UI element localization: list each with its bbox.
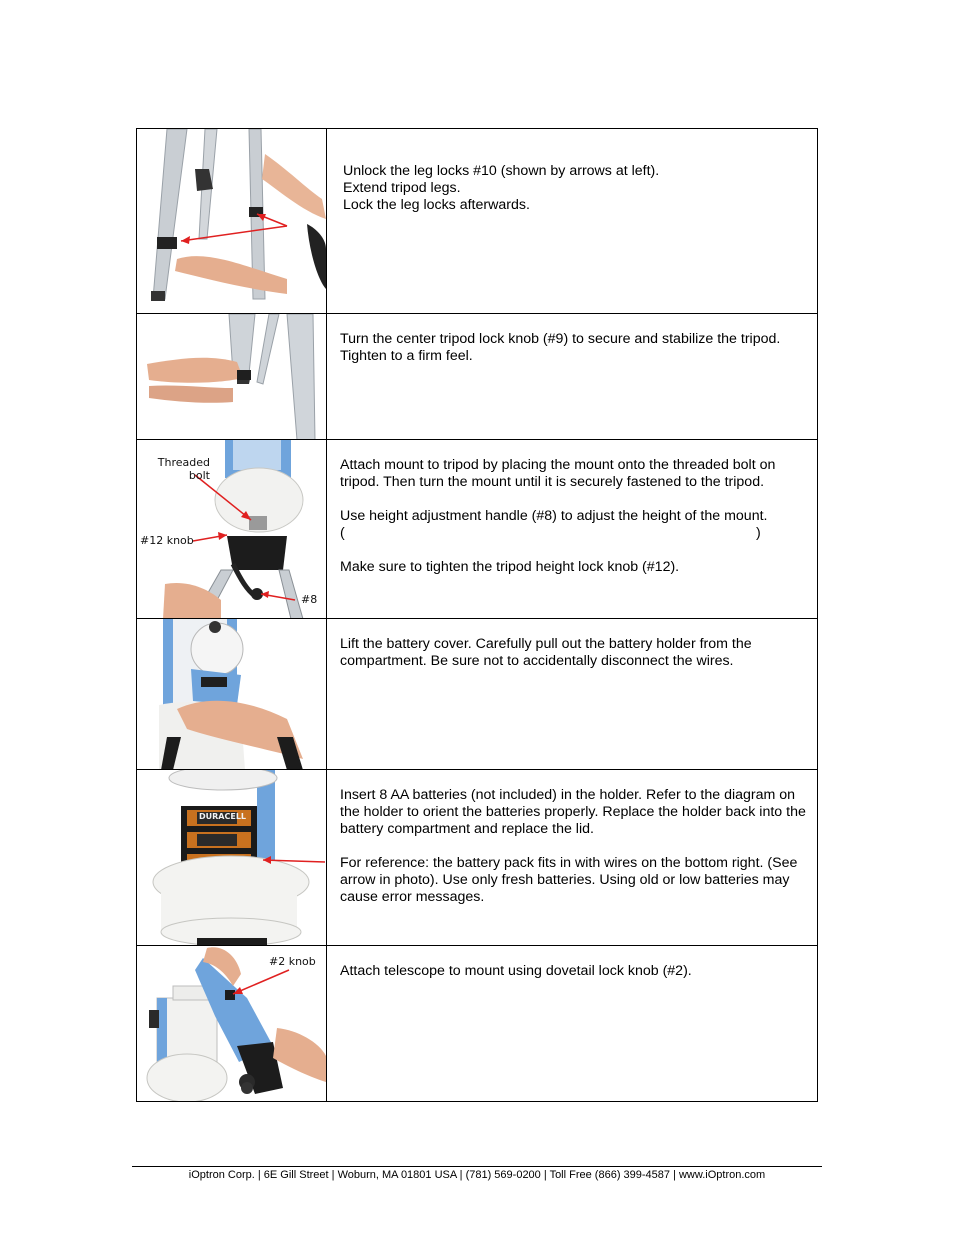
step-2-text-cell <box>327 314 818 440</box>
step-5-photo-cell <box>137 770 327 946</box>
footer-divider <box>132 1166 822 1167</box>
step-2-photo-cell <box>137 314 327 440</box>
threaded-bolt-label: Threaded bolt <box>157 456 210 482</box>
step-1-line-1: Unlock the leg locks #10 (shown by arrows at left). <box>343 163 660 179</box>
step-3-text-cell <box>327 440 818 619</box>
step-row-2 <box>137 314 818 440</box>
step-1-text-cell <box>327 129 818 314</box>
tripod-legs-photo <box>137 129 326 314</box>
battery-holder-photo <box>137 770 326 946</box>
step-4-text-cell <box>327 619 818 770</box>
step-row-5 <box>137 770 818 946</box>
step-5-text-cell <box>327 770 818 946</box>
step-row-1 <box>137 129 818 314</box>
step-1-photo-cell <box>137 129 327 314</box>
step-3-paragraph-3: Make sure to tighten the tripod height lock knob (#12). <box>340 559 680 575</box>
knob-2-label: #2 knob <box>269 955 316 968</box>
step-row-4 <box>137 619 818 770</box>
footer-text: iOptron Corp. | 6E Gill Street | Woburn, MA 01801 USA | (781) 569-0200 | Toll Free (866) 399-4587 | www.iOptron.com <box>188 1169 766 1181</box>
battery-cover-photo <box>137 619 326 770</box>
step-3-open-paren: ( <box>340 525 345 541</box>
knob-12-label: #12 knob <box>140 534 194 547</box>
step-3-photo-cell <box>137 440 327 619</box>
step-3-close-paren: ) <box>756 525 761 541</box>
step-3-paragraph-2: Use height adjustment handle (#8) to adjust the height of the mount. <box>340 508 768 524</box>
step-3-paragraph-1: Attach mount to tripod by placing the mount onto the threaded bolt on tripod. Then turn the mount until it is securely fastened to the tripod. <box>340 457 776 490</box>
step-6-text-cell <box>327 946 818 1102</box>
telescope-attach-photo <box>137 946 326 1102</box>
handle-8-label: #8 <box>301 593 318 606</box>
step-row-6 <box>137 946 818 1102</box>
step-1-line-3: Lock the leg locks afterwards. <box>343 197 530 213</box>
step-4-photo-cell <box>137 619 327 770</box>
step-5-paragraph-1: Insert 8 AA batteries (not included) in the holder. Refer to the diagram on the holder to orient the batteries properly. Replace the holder back into the battery compartment and replace the lid. <box>340 787 806 837</box>
tripod-lock-knob-photo <box>137 314 326 440</box>
step-4-paragraph-1: Lift the battery cover. Carefully pull out the battery holder from the compartment. Be sure not to accidentally disconnect the wires. <box>340 636 752 669</box>
step-3-parenthetical <box>340 525 811 542</box>
step-1-line-2: Extend tripod legs. <box>343 180 461 196</box>
step-6-photo-cell <box>137 946 327 1102</box>
battery-brand-label: DURACELL <box>199 812 247 821</box>
instructions-table <box>136 128 818 1102</box>
step-2-paragraph-1: Turn the center tripod lock knob (#9) to secure and stabilize the tripod. Tighten to a firm feel. <box>340 331 781 364</box>
step-row-3 <box>137 440 818 619</box>
step-6-paragraph-1: Attach telescope to mount using dovetail lock knob (#2). <box>340 963 692 979</box>
step-5-paragraph-2: For reference: the battery pack fits in with wires on the bottom right. (See arrow in photo). Use only fresh batteries. Using old or low batteries may cause error messages. <box>340 855 798 905</box>
